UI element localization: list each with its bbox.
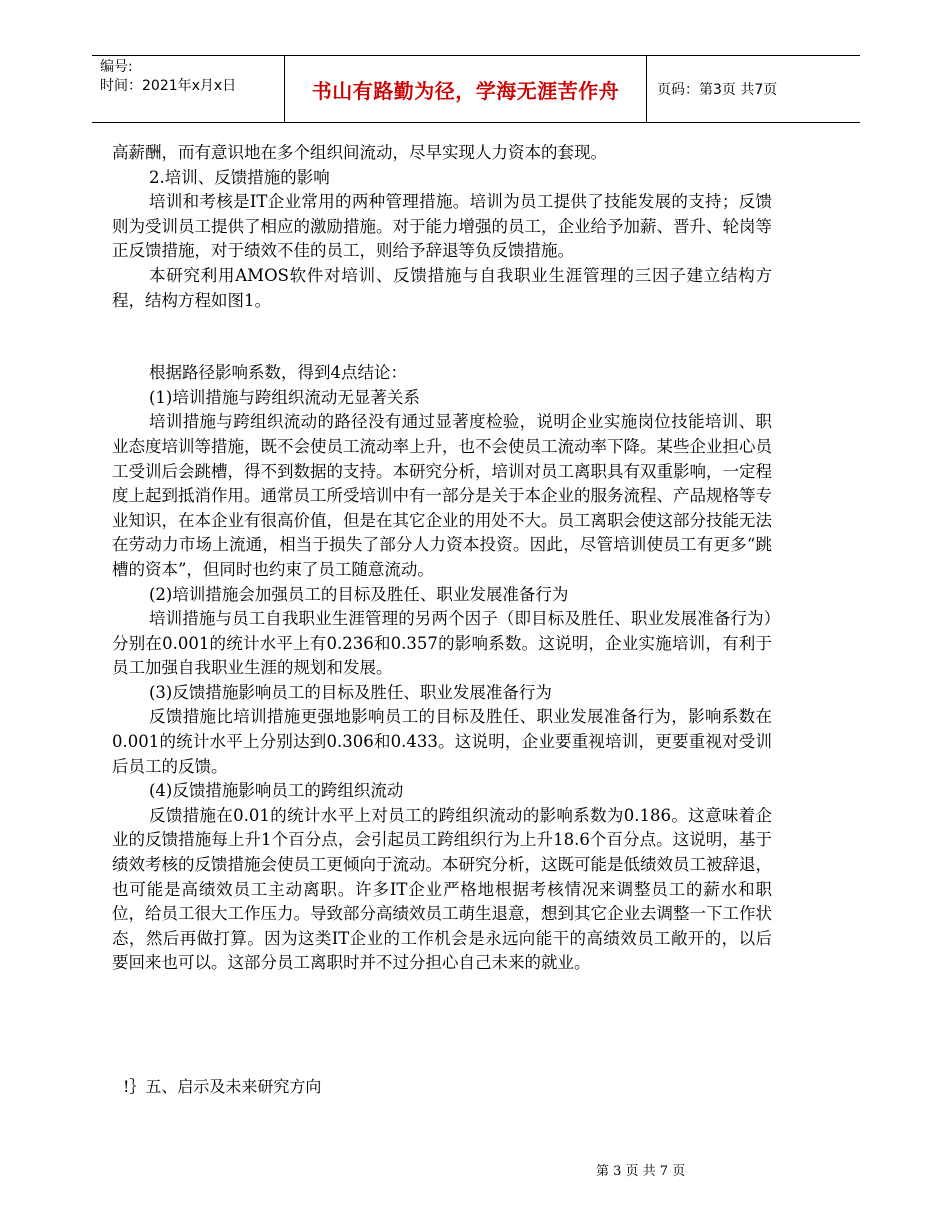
conclusion-heading: (2)培训措施会加强员工的目标及胜任、职业发展准备行为 (149, 584, 569, 604)
section-heading: !｝五、启示及未来研究方向 (123, 1077, 322, 1096)
header-page-info: 页码：第3页 共7页 (657, 82, 778, 98)
paragraph: 反馈措施在0.01的统计水平上对员工的跨组织流动的影响系数为0.186。这意味着企业的反馈措施每上升1个百分点，会引起员工跨组织行为上升18.6个百分点。这说明，基于绩效考核的反馈措施会使员工更倾向于流动。本研究分析，这既可能是低绩效员工被辞退，也可能是高绩效员工主动离职。许多IT企业严格地根据考核情况来调整员工的薪水和职位，给员工很大工作压力。导致部分高绩效员工萌生退意，想到其它企业去调整一下工作状态，然后再做打算。因为这类IT企业的工作机会是永远向能干的高绩效员工敞开的，以后要回来也可以。这部分员工离职时并不过分担心自己未来的就业。 (112, 805, 772, 973)
conclusion-heading: (1)培训措施与跨组织流动无显著关系 (149, 387, 420, 407)
figure-placeholder (112, 313, 772, 361)
subsection-heading: 2.培训、反馈措施的影响 (149, 167, 330, 187)
page-footer: 第 3 页 共 7 页 (596, 1164, 686, 1179)
conclusion-heading: (3)反馈措施影响员工的目标及胜任、职业发展准备行为 (149, 682, 552, 702)
document-time-label: 时间：2021年x月x日 (100, 78, 237, 94)
conclusion-heading: (4)反馈措施影响员工的跨组织流动 (149, 781, 404, 801)
header-meta (92, 56, 284, 122)
paragraph: 反馈措施比培训措施更强地影响员工的目标及胜任、职业发展准备行为，影响系数在0.001的统计水平上分别达到0.306和0.433。这说明，企业要重视培训，更要重视对受训后员工的反馈。 (112, 707, 772, 776)
document-number-label: 编号: (100, 59, 133, 75)
paragraph: 培训措施与员工自我职业生涯管理的另两个因子（即目标及胜任、职业发展准备行为）分别在0.001的统计水平上有0.236和0.357的影响系数。这说明，企业实施培训，有利于员工加强自我职业生涯的规划和发展。 (112, 609, 772, 678)
header-motto: 书山有路勤为径，学海无涯苦作舟 (284, 56, 647, 122)
paragraph: 高薪酬，而有意识地在多个组织间流动，尽早实现人力资本的套现。 (112, 143, 607, 162)
paragraph: 培训和考核是IT企业常用的两种管理措施。培训为员工提供了技能发展的支持；反馈则为受训员工提供了相应的激励措施。对于能力增强的员工，企业给予加薪、晋升、轮岗等正反馈措施，对于绩效不佳的员工，则给予辞退等负反馈措施。 (112, 192, 772, 261)
paragraph: 根据路径影响系数，得到4点结论： (149, 363, 407, 383)
page-header (92, 55, 860, 123)
paragraph: 培训措施与跨组织流动的路径没有通过显著度检验，说明企业实施岗位技能培训、职业态度培训等措施，既不会使员工流动率上升，也不会使员工流动率下降。某些企业担心员工受训后会跳槽，得不到数据的支持。本研究分析，培训对员工离职具有双重影响，一定程度上起到抵消作用。通常员工所受培训中有一部分是关于本企业的服务流程、产品规格等专业知识，在本企业有很高价值，但是在其它企业的用处不大。员工离职会使这部分技能无法在劳动力市场上流通，相当于损失了部分人力资本投资。因此，尽管培训使员工有更多“跳槽的资本”，但同时也约束了员工随意流动。 (112, 412, 772, 579)
document-body (112, 141, 772, 976)
paragraph: 本研究利用AMOS软件对培训、反馈措施与自我职业生涯管理的三因子建立结构方程，结构方程如图1。 (112, 265, 772, 310)
